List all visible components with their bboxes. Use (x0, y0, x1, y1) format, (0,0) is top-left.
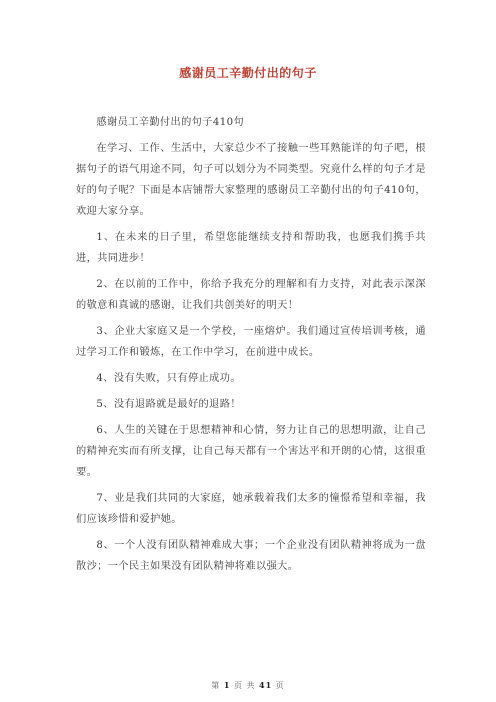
paragraph-item-6: 6、人生的关键在于思想精神和心情，努力让自己的思想明澈，让自己的精神充实而有所支撑，让自己每天都有一个害达平和开朗的心情，这很重要。 (76, 425, 426, 478)
paragraph-intro: 在学习、工作、生活中，大家总少不了接触一些耳熟能详的句子吧，根据句子的语气用途不同，句子可以划分为不同类型。究竟什么样的句子才是好的句子呢？下面是本店铺帮大家整理的感谢员工辛勤付出的句子410句，欢迎大家分享。 (76, 143, 426, 217)
paragraph-item-3: 3、企业大家庭又是一个学校，一座熔炉。我们通过宣传培训考核，通过学习工作和锻炼，在工作中学习，在前进中成长。 (76, 326, 426, 358)
paragraph-item-4: 4、没有失败，只有停止成功。 (96, 373, 241, 384)
page-title: 感谢员工辛勤付出的句子 (179, 66, 317, 80)
document-body (76, 112, 426, 582)
paragraph-subtitle: 感谢员工辛勤付出的句子410句 (96, 117, 245, 128)
paragraph-item-7: 7、业是我们共同的大家庭，她承载着我们太多的憧憬希望和幸福，我们应该珍惜和爱护她。 (76, 493, 426, 525)
paragraph-item-8: 8、一个人没有团队精神难成大事；一个企业没有团队精神将成为一盘散沙；一个民主如果没有团队精神将难以强大。 (76, 540, 426, 572)
footer-middle: 页 共 (233, 681, 256, 690)
total-page-count: 41 (259, 680, 273, 690)
page-footer (0, 680, 496, 691)
paragraph-item-5: 5、没有退路就是最好的退路！ (96, 399, 241, 410)
current-page-number: 1 (223, 680, 231, 690)
paragraph-item-2: 2、在以前的工作中，你给予我充分的理解和有力支持，对此表示深深的敬意和真诚的感谢，让我们共创美好的明天！ (76, 279, 426, 311)
footer-prefix: 第 (211, 681, 221, 690)
footer-suffix: 页 (275, 681, 285, 690)
paragraph-item-1: 1、在未来的日子里，希望您能继续支持和帮助我，也愿我们携手共进，共同进步！ (76, 232, 426, 264)
